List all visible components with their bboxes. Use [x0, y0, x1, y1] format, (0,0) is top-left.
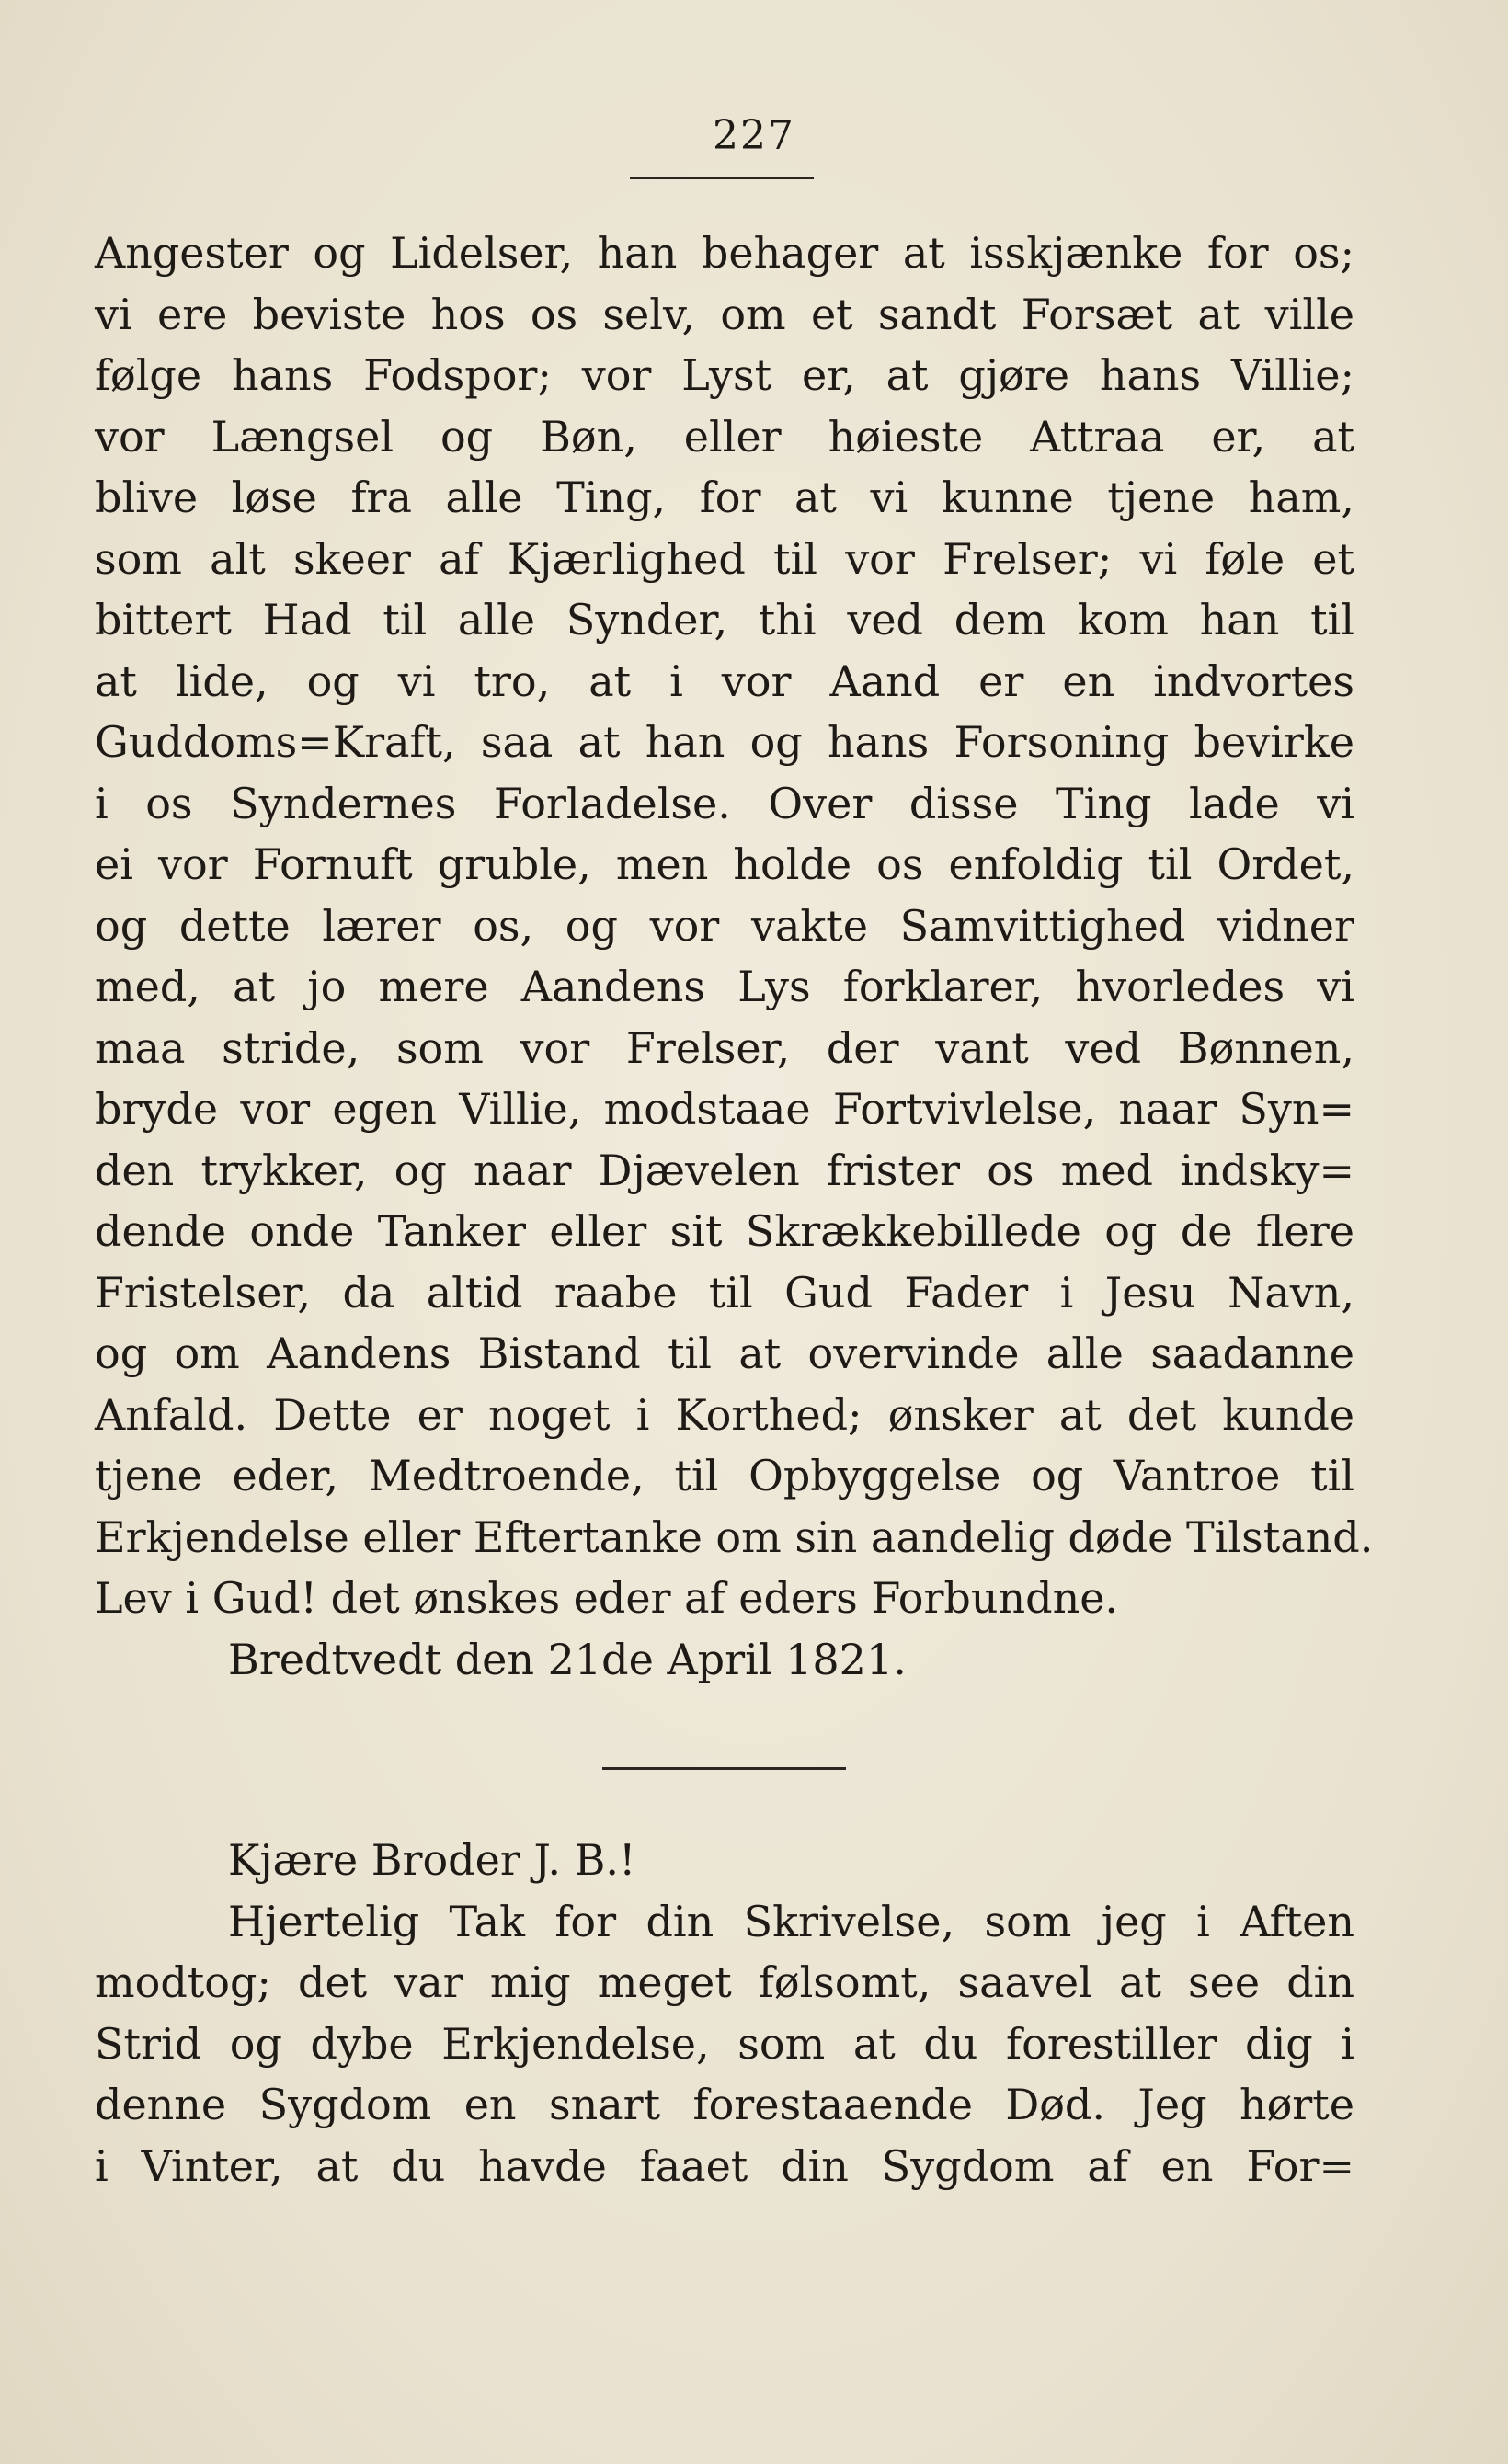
- text-line: den trykker, og naar Djævelen frister os med indsky=: [95, 1145, 1354, 1195]
- text-line: ei vor Fornuft gruble, men holde os enfoldig til Ordet,: [95, 839, 1354, 889]
- text-line: Strid og dybe Erkjendelse, som at du forestiller dig i: [95, 2018, 1354, 2069]
- text-line: med, at jo mere Aandens Lys forklarer, hvorledes vi: [95, 962, 1354, 1011]
- text-line: vi ere beviste hos os selv, om et sandt Forsæt at ville: [95, 289, 1354, 339]
- text-line: Fristelser, da altid raabe til Gud Fader i Jesu Navn,: [95, 1267, 1354, 1318]
- text-line: Anfald. Dette er noget i Korthed; ønsker at det kunde: [95, 1389, 1354, 1440]
- text-line: denne Sygdom en snart forestaaende Død. Jeg hørte: [95, 2080, 1354, 2129]
- text-line: tjene eder, Medtroende, til Opbyggelse og Vantroe til: [95, 1451, 1354, 1500]
- text-line: som alt skeer af Kjærlighed til vor Frelser; vi føle et: [95, 533, 1354, 584]
- text-line: bryde vor egen Villie, modstaae Fortvivlelse, naar Syn=: [95, 1084, 1354, 1134]
- text-line: og dette lærer os, og vor vakte Samvittighed vidner: [95, 900, 1354, 951]
- text-line: bittert Had til alle Synder, thi ved dem kom han til: [95, 595, 1354, 645]
- text-line: Erkjendelse eller Eftertanke om sin aandelig døde Tilstand.: [95, 1511, 1374, 1562]
- text-line: Lev i Gud! det ønskes eder af eders Forbundne.: [95, 1573, 1119, 1623]
- text-line: vor Længsel og Bøn, eller høieste Attraa er, at: [95, 411, 1354, 462]
- text-line: Guddoms=Kraft, saa at han og hans Forsoning bevirke: [95, 717, 1354, 767]
- text-line: og om Aandens Bistand til at overvinde alle saadanne: [95, 1329, 1354, 1378]
- text-line: maa stride, som vor Frelser, der vant ved Bønnen,: [95, 1022, 1354, 1073]
- header-rule: [630, 177, 814, 179]
- salutation: Kjære Broder J. B.!: [228, 1835, 636, 1885]
- next-letter-text: [95, 1830, 1354, 2196]
- page-number: 227: [713, 112, 795, 159]
- text-line: i os Syndernes Forladelse. Over disse Ting lade vi: [95, 778, 1354, 828]
- text-line: dende onde Tanker eller sit Skrækkebillede og de flere: [95, 1206, 1354, 1256]
- section-divider: [602, 1767, 846, 1770]
- text-line: følge hans Fodspor; vor Lyst er, at gjøre hans Villie;: [95, 350, 1354, 400]
- text-line: at lide, og vi tro, at i vor Aand er en indvortes: [95, 656, 1354, 706]
- text-line: Hjertelig Tak for din Skrivelse, som jeg i Aften: [228, 1896, 1354, 1946]
- dateline: Bredtvedt den 21de April 1821.: [228, 1634, 907, 1684]
- text-line: i Vinter, at du havde faaet din Sygdom af en For=: [95, 2140, 1354, 2191]
- letter-end-text: [95, 222, 1374, 1690]
- text-line: modtog; det var mig meget følsomt, saavel at see din: [95, 1957, 1354, 2007]
- text-line: blive løse fra alle Ting, for at vi kunne tjene ham,: [95, 473, 1354, 522]
- text-line: Angester og Lidelser, han behager at isskjænke for os;: [95, 228, 1354, 278]
